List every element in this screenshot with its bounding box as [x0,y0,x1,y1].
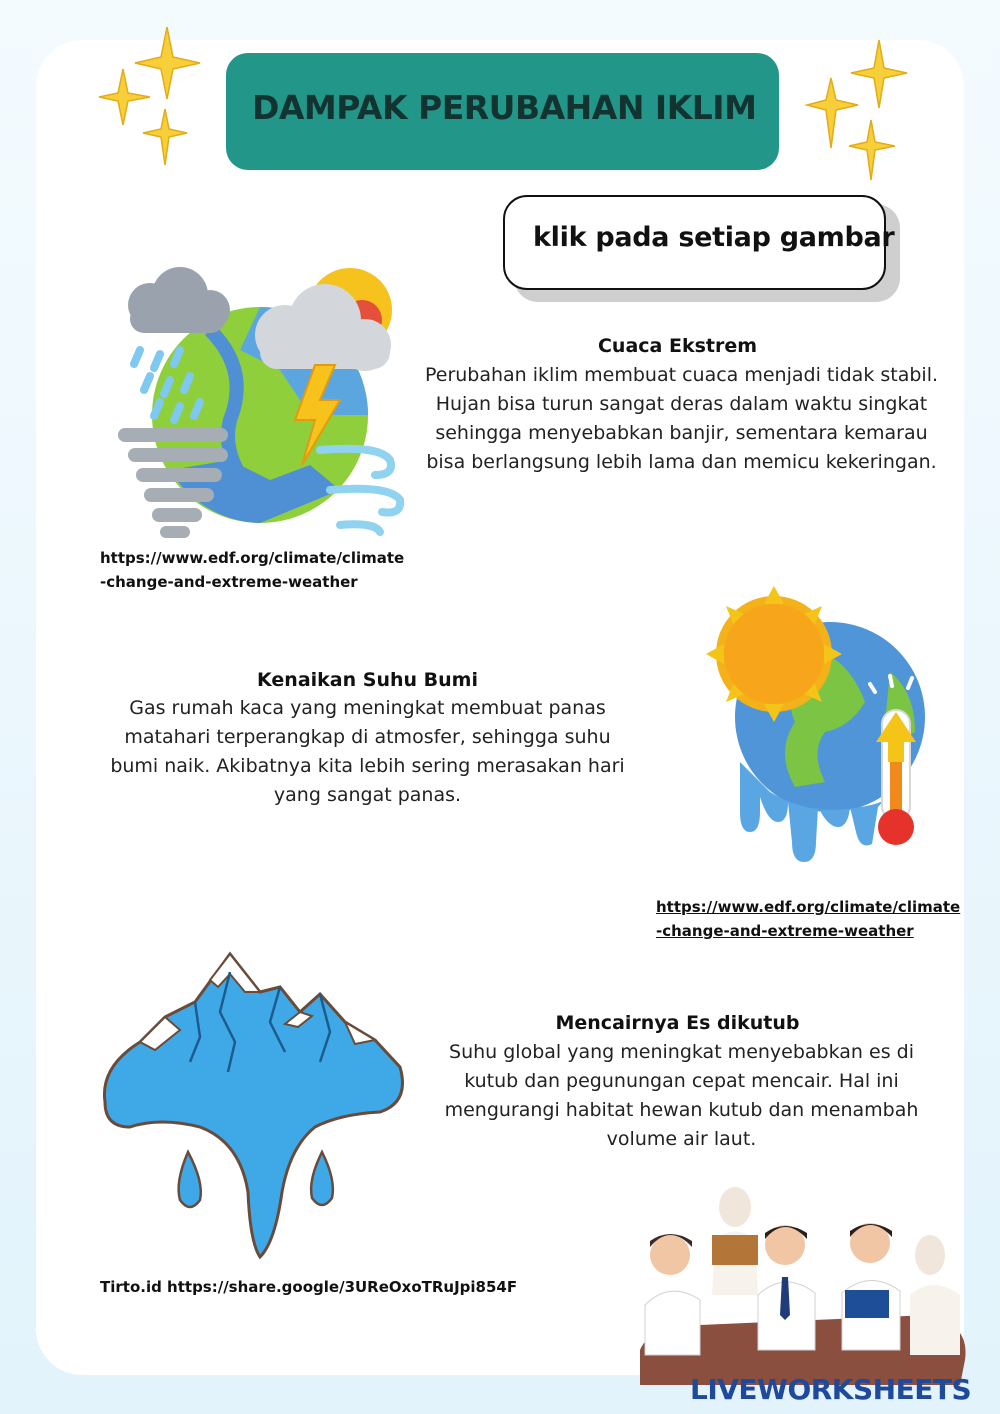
section-body-cuaca: Perubahan iklim membuat cuaca menjadi tidak stabil. Hujan bisa turun sangat deras dalam waktu singkat sehingga menyebabkan banjir, sementara kemarau bisa berlangsung lebih lama dan memicu kekeringan. [424,364,939,473]
section-body-suhu: Gas rumah kaca yang meningkat membuat panas matahari terperangkap di atmosfer, sehingga suhu bumi naik. Akibatnya kita lebih sering merasakan hari yang sangat panas. [110,697,625,806]
sparkles-right-icon [803,38,913,188]
section-body-es: Suhu global yang meningkat menyebabkan es di kutub dan pegunungan cepat mencair. Hal ini mengurangi habitat hewan kutub dan menambah volume air laut. [444,1041,919,1150]
rising-temperature-image[interactable] [700,592,935,882]
source-link-cuaca-line1[interactable]: https://www.edf.org/climate/climate [100,549,405,567]
source-link-cuaca-line2[interactable]: -change-and-extreme-weather [100,573,358,591]
source-link-suhu-line2[interactable]: -change-and-extreme-weather [656,922,914,940]
sparkles-left-icon [95,25,205,175]
liveworksheets-logo: LIVEWORKSHEETS [690,1373,972,1406]
hint-text: klik pada setiap gambar [533,222,895,253]
melting-ice-image[interactable] [100,952,410,1262]
section-heading-es: Mencairnya Es dikutub [555,1012,800,1034]
source-link-suhu-line1[interactable]: https://www.edf.org/climate/climate [656,898,961,916]
students-reading-image [640,1185,970,1385]
page-title: DAMPAK PERUBAHAN IKLIM [252,88,757,127]
section-heading-suhu: Kenaikan Suhu Bumi [257,669,478,691]
section-heading-cuaca: Cuaca Ekstrem [597,335,758,357]
extreme-weather-image[interactable] [110,250,415,545]
source-link-es[interactable]: Tirto.id https://share.google/3UReOxoTRuJpi854F [100,1278,518,1296]
